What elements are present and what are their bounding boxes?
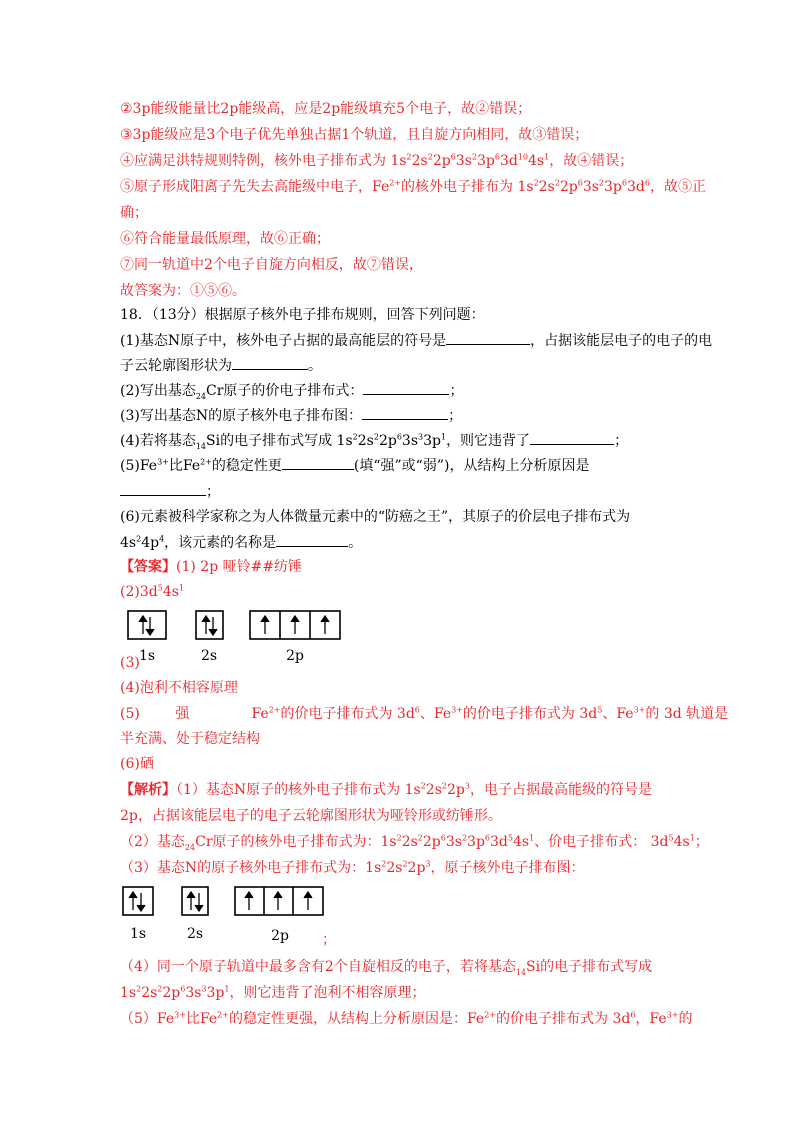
orbital-label-2p: 2p bbox=[286, 648, 304, 664]
question-part-2: (2)写出基态$_{24}$Cr原子的价电子排布式： ； bbox=[120, 380, 463, 401]
orbital-diagram-explanation bbox=[120, 884, 350, 944]
orbital-box-2s bbox=[196, 611, 223, 639]
orbital-box-diagram bbox=[125, 608, 355, 668]
answer-part-1: 【答案】(1) 2p 哑铃##纺锤 bbox=[120, 559, 303, 575]
prev-answer-line-3: ③3p能级应是3个电子优先单独占据1个轨道，且自旋方向相同，故③错误； bbox=[120, 127, 589, 143]
orbital-label-1s: 1s bbox=[138, 648, 156, 664]
answer-part-5: (5) 强 $Fe^{2+}$的价电子排布式为 $3d^6$、$Fe^{3+}$的价电子排布式为 $3d^5$、$Fe^{3+}$的 3d 轨道是 bbox=[120, 705, 729, 722]
answer-part-3: (3) bbox=[120, 655, 140, 671]
question-part-6: (6)元素被科学家称之为人体微量元素中的“防癌之王”，其原子的价层电子排布式为 bbox=[120, 509, 631, 525]
prev-answer-line-5b: 确； bbox=[120, 205, 148, 221]
explanation-part-5: $(5)Fe^{3+}$比$Fe^{2+}$的稳定性更强，从结构上分析原因是：$Fe^{2+}$的价电子排布式为 $3d^6$，$Fe^{3+}$的 bbox=[120, 1010, 693, 1027]
orbital-diagram-answer bbox=[125, 608, 355, 668]
prev-answer-line-5: ⑤原子形成阳离子先失去高能级中电子，$Fe^{2+}$的核外电子排布为 $1s^22s^22p^63s^23p^63d^6$，故⑤正 bbox=[120, 178, 706, 195]
prev-answer-line-8: 故答案为：①⑤⑥。 bbox=[120, 283, 246, 299]
prev-answer-line-7: ⑦同一轨道中2个电子自旋方向相反，故⑦错误， bbox=[120, 257, 423, 273]
question-part-3: (3)写出基态N的原子核外电子排布图： ； bbox=[120, 405, 462, 426]
question-part-5-cont: ； bbox=[120, 481, 220, 502]
orbital-box-diagram-2 bbox=[120, 884, 350, 944]
prev-answer-line-6: ⑥符合能量最低原理，故⑥正确； bbox=[120, 231, 330, 247]
question-part-1-cont: 子云轮廓图形状为 。 bbox=[120, 355, 322, 376]
explanation-part-3: （3）基态N的原子核外电子排布式为：$1s^22s^22p^3$，原子核外电子排布图： bbox=[120, 859, 585, 876]
answer-part-4: (4)泡利不相容原理 bbox=[120, 680, 238, 696]
explanation-part-1: 【解析】（1）基态N原子的核外电子排布式为 $1s^22s^22p^3$，电子占据最高能级的符号是 bbox=[120, 781, 652, 798]
question-part-6-cont: $4s^24p^4$，该元素的名称是 。 bbox=[120, 532, 362, 553]
question-part-1: (1)基态N原子中，核外电子占据的最高能层的符号是 ，占据该能层电子的电子的电 bbox=[120, 330, 712, 351]
orbital-box-1s-2 bbox=[123, 887, 153, 915]
explanation-part-3-end: ； bbox=[322, 932, 336, 948]
prev-answer-line-4: ④应满足洪特规则特例，核外电子排布式为 $1s^22s^22p^63s^23p^63d^{10}4s^1$，故④错误； bbox=[120, 152, 634, 169]
orbital-label-2s-2: 2s bbox=[186, 926, 204, 942]
orbital-box-2s-2 bbox=[182, 887, 208, 915]
orbital-label-2s: 2s bbox=[200, 648, 218, 664]
explanation-part-2: （2）基态$_{24}$Cr原子的核外电子排布式为：$1s^22s^22p^63s^23p^63d^54s^1$、价电子排布式： $3d^54s^1$； bbox=[120, 833, 709, 852]
question-part-4: (4)若将基态$_{14}$Si的电子排布式写成 $1s^22s^22p^63s^33p^1$，则它违背了 ； bbox=[120, 430, 628, 451]
answer-part-2: $(2)3d^54s^1$ bbox=[120, 583, 184, 600]
orbital-label-1s-2: 1s bbox=[129, 926, 147, 942]
orbital-label-2p-2: 2p bbox=[271, 928, 289, 944]
prev-answer-line-2: ②3p能级能量比2p能级高，应是2p能级填充5个电子，故②错误； bbox=[120, 101, 532, 117]
answer-part-6: (6)硒 bbox=[120, 756, 154, 772]
orbital-box-1s bbox=[128, 611, 166, 639]
explanation-part-4: （4）同一个原子轨道中最多含有2个自旋相反的电子，若将基态$_{14}$Si的电子排布式写成 bbox=[120, 959, 653, 977]
explanation-part-1-cont: 2p，占据该能层电子的电子云轮廓图形状为哑铃形或纺锤形。 bbox=[120, 808, 502, 824]
question-part-5: $(5)Fe^{3+}$比$Fe^{2+}$的稳定性更 (填“强”或“弱”)，从结构上分析原因是 bbox=[120, 455, 589, 476]
question-heading: 18．（13分）根据原子核外电子排布规则，回答下列问题： bbox=[120, 307, 485, 323]
explanation-part-4-cont: $1s^22s^22p^63s^33p^1$，则它违背了泡利不相容原理； bbox=[120, 984, 426, 1001]
orbital-box-2p-2 bbox=[235, 887, 323, 915]
answer-part-5-cont: 半充满、处于稳定结构 bbox=[120, 731, 260, 747]
